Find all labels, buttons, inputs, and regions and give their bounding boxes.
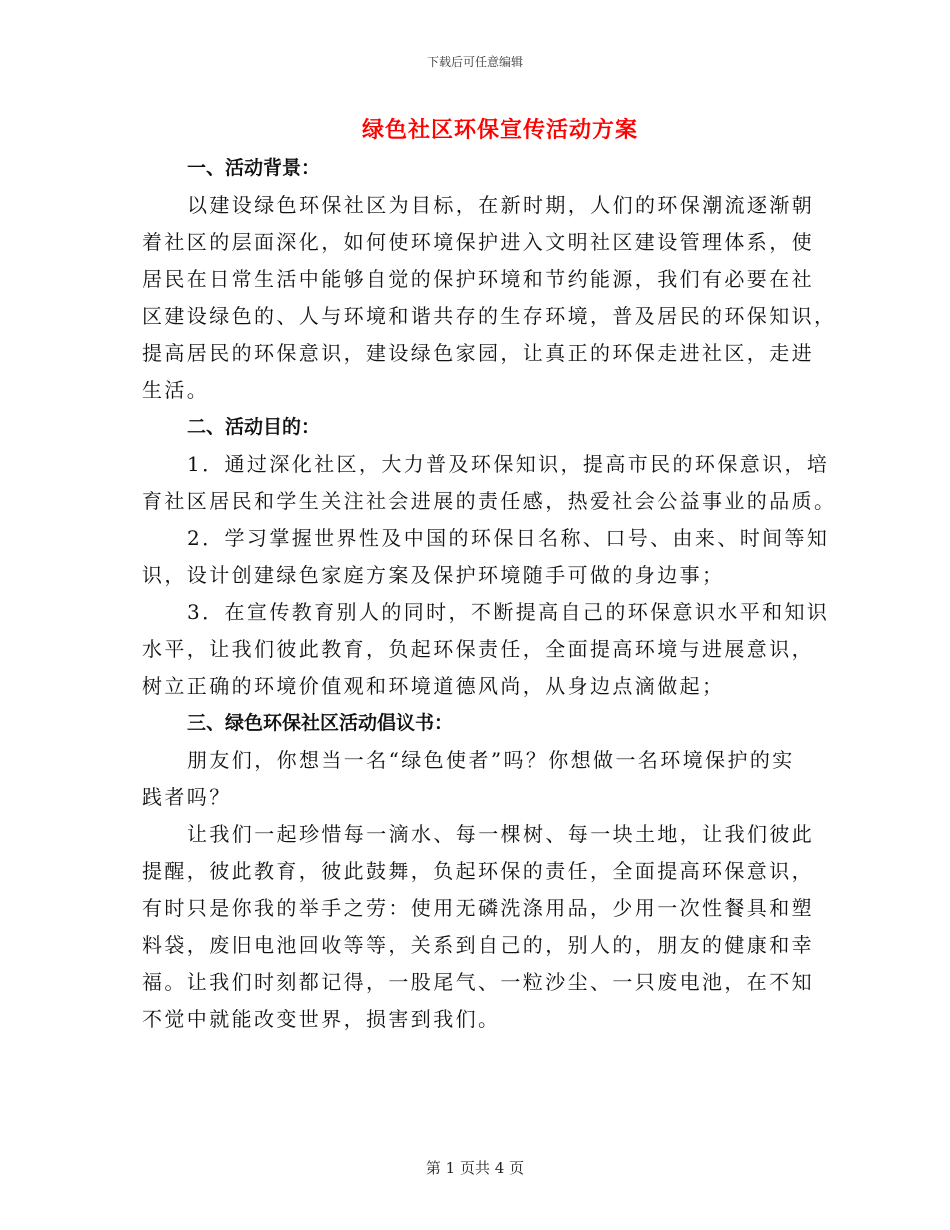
text-line: 1．通过深化社区，大力普及环保知识，提高市民的环保意识，培	[187, 452, 830, 476]
page-number: 第 1 页共 4 页	[425, 1159, 525, 1177]
purpose-item-2	[142, 520, 830, 594]
text-line: 提醒，彼此教育，彼此鼓舞，负起环保的责任，全面提高环保意识，	[142, 859, 814, 883]
text-line: 提高居民的环保意识，建设绿色家园，让真正的环保走进社区，走进	[142, 341, 814, 365]
proposal-paragraph-2	[142, 816, 814, 1038]
text-line: 着社区的层面深化，如何使环境保护进入文明社区建设管理体系，使	[142, 230, 814, 254]
purpose-item-3	[142, 594, 830, 705]
proposal-paragraph-1	[142, 742, 814, 816]
text-line: 福。让我们时刻都记得，一股尾气、一粒沙尘、一只废电池，在不知	[142, 970, 814, 994]
text-line: 树立正确的环境价值观和环境道德风尚，从身边点滴做起；	[142, 674, 725, 698]
text-line: 以建设绿色环保社区为目标，在新时期，人们的环保潮流逐渐朝	[187, 193, 815, 217]
text-line: 不觉中就能改变世界，损害到我们。	[142, 1007, 501, 1031]
header-note: 下载后可任意编辑	[426, 55, 523, 69]
text-line: 朋友们，你想当一名“绿色使者”吗？你想做一名环境保护的实	[187, 748, 795, 772]
text-line: 区建设绿色的、人与环境和谐共存的生存环境，普及居民的环保知识，	[142, 304, 837, 328]
paragraph-background	[142, 187, 837, 409]
document-body	[142, 150, 837, 1038]
purpose-item-1	[142, 446, 837, 520]
text-line: 居民在日常生活中能够自觉的保护环境和节约能源，我们有必要在社	[142, 267, 814, 291]
text-line: 育社区居民和学生关注社会进展的责任感，热爱社会公益事业的品质。	[142, 489, 837, 513]
section-heading-purpose: 二、活动目的：	[187, 416, 321, 438]
text-line: 识，设计创建绿色家庭方案及保护环境随手可做的身边事；	[142, 563, 725, 587]
text-line: 让我们一起珍惜每一滴水、每一棵树、每一块土地，让我们彼此	[187, 822, 815, 846]
text-line: 生活。	[142, 378, 210, 402]
text-line: 3．在宣传教育别人的同时，不断提高自己的环保意识水平和知识	[187, 600, 830, 624]
text-line: 2．学习掌握世界性及中国的环保日名称、口号、由来、时间等知	[187, 526, 830, 550]
text-line: 有时只是你我的举手之劳：使用无磷洗涤用品，少用一次性餐具和塑	[142, 896, 814, 920]
document-title: 绿色社区环保宣传活动方案	[361, 118, 638, 143]
text-line: 水平，让我们彼此教育，负起环保责任，全面提高环境与进展意识，	[142, 637, 814, 661]
text-line: 践者吗？	[142, 785, 232, 809]
section-heading-background: 一、活动背景：	[187, 157, 321, 179]
text-line: 料袋，废旧电池回收等等，关系到自己的，别人的，朋友的健康和幸	[142, 933, 814, 957]
section-heading-proposal: 三、绿色环保社区活动倡议书：	[187, 712, 454, 734]
